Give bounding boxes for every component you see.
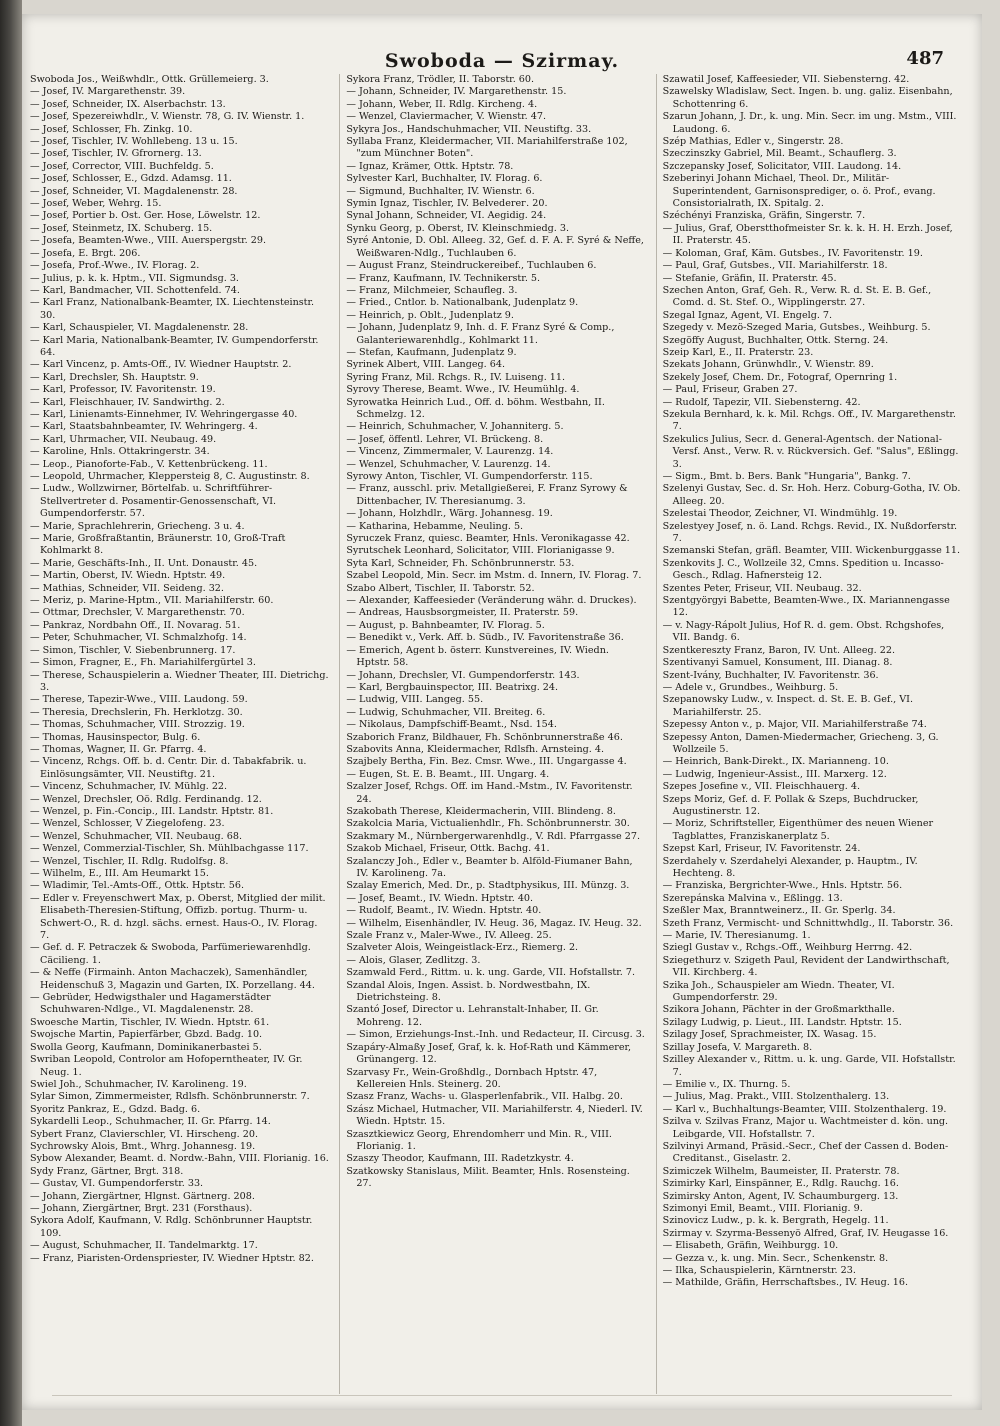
directory-entry: — Josef, Tischler, IV. Wohllebeng. 13 u. 15. [30, 136, 238, 148]
directory-entry: — Karoline, Hnls. Ottakringerstr. 34. [30, 446, 210, 458]
directory-entry: Szepst Karl, Friseur, IV. Favoritenstr. 24. [662, 843, 861, 855]
directory-entry: — Gef. d. F. Petraczek & Swoboda, Parfümeriewarenhdlg. Cäcilieng. 1. [30, 942, 311, 966]
directory-entry: — Marie, IV. Theresianumg. 1. [662, 930, 811, 942]
directory-entry: — Moriz, Schriftsteller, Eigenthümer des neuen Wiener Tagblattes, Franziskanerplatz 5. [662, 818, 934, 842]
directory-entry: Szerepánska Malvina v., Eßlingg. 13. [662, 892, 843, 904]
directory-entry: Swolla Georg, Kaufmann, Dominikanerbastei 5. [30, 1041, 262, 1053]
directory-entry: — Heinrich, p. Oblt., Judenplatz 9. [346, 309, 514, 321]
directory-entry: — Karl, Schauspieler, VI. Magdalenenstr. 28. [30, 322, 249, 334]
directory-entry: Szimiczek Wilhelm, Baumeister, II. Praterstr. 78. [662, 1165, 900, 1177]
directory-entry: Szillay Josefa, V. Margareth. 8. [662, 1041, 813, 1053]
directory-entry: Szegal Ignaz, Agent, VI. Engelg. 7. [662, 309, 833, 321]
directory-entry: Szenkovits J. C., Wollzeile 32, Cmns. Spedition u. Incasso-Gesch., Rdlag. Hafnersteig 12. [662, 557, 944, 582]
directory-entry: Szemanski Stefan, gräfl. Beamter, VIII. Wickenburggasse 11. [662, 545, 961, 557]
directory-entry: Szép Mathias, Edler v., Singerstr. 28. [662, 136, 844, 148]
directory-entry: — Ilka, Schauspielerin, Kärntnerstr. 23. [662, 1265, 856, 1276]
directory-entry: — Leop., Pianoforte-Fab., V. Kettenbrückeng. 11. [30, 458, 268, 470]
directory-entry: — Karl, Fleischhauer, IV. Sandwirthg. 2. [30, 396, 225, 408]
directory-entry: — Karl, Drechsler, Sh. Hauptstr. 9. [30, 371, 199, 383]
directory-entry: — Adele v., Grundbes., Weihburg. 5. [662, 681, 839, 693]
directory-entry: — Karl v., Buchhaltungs-Beamter, VIII. Stolzenthalerg. 19. [662, 1103, 947, 1115]
page-bottom-edge [52, 1395, 952, 1396]
directory-entry: Szekely Josef, Chem. Dr., Fotograf, Opernring 1. [662, 371, 898, 383]
directory-entry: Szantó Josef, Director u. Lehranstalt-Inhaber, II. Gr. Mohreng. 12. [346, 1004, 599, 1028]
directory-entry: — Josef, öffentl. Lehrer, VI. Brückeng. 8. [346, 433, 544, 445]
directory-entry: Syring Franz, Mil. Rchgs. R., IV. Luiseng. 11. [346, 371, 566, 383]
directory-entry: — Nikolaus, Dampfschiff-Beamt., Nsd. 154. [346, 719, 557, 731]
directory-entry: — Wilhelm, E., III. Am Heumarkt 15. [30, 868, 209, 879]
directory-entry: Szabel Leopold, Min. Secr. im Mstm. d. Innern, IV. Florag. 7. [346, 570, 642, 582]
directory-entry: — Ludwig, VIII. Langeg. 55. [346, 694, 484, 706]
directory-entry: — Thomas, Hausinspector, Bulg. 6. [30, 731, 201, 743]
directory-entry: — & Neffe (Firmainh. Anton Machaczek), Samenhändler, Heidenschuß 3, Magazin und Garten, IX. Porzellang. 44. [30, 967, 315, 991]
directory-entry: — Koloman, Graf, Kām. Gutsbes., IV. Favoritenstr. 19. [662, 247, 923, 259]
directory-entry: Szabo Albert, Tischler, II. Taborstr. 52. [346, 582, 535, 594]
directory-entry: — Franz, Piaristen-Ordenspriester, IV. Wiedner Hptstr. 82. [30, 1252, 314, 1264]
directory-entry: — Wilhelm, Eisenhändler, IV. Heug. 36, Magaz. IV. Heug. 32. [346, 917, 642, 929]
directory-entry: Sydy Franz, Gärtner, Brgt. 318. [30, 1165, 184, 1177]
directory-entry: Szeip Karl, E., II. Praterstr. 23. [662, 346, 814, 358]
directory-entry: Syré Antonie, D. Obl. Alleeg. 32, Gef. d. F. A. F. Syré & Neffe, Weißwaren-Ndlg., Tuchlauben 6. [346, 235, 644, 259]
directory-entry: — Julius, p. k. k. Hptm., VII. Sigmundsg. 3. [30, 272, 239, 284]
directory-entry: — Julius, Mag. Prakt., VIII. Stolzenthalerg. 13. [662, 1091, 890, 1103]
directory-entry: Szabovits Anna, Kleidermacher, Rdlsfh. Arnsteing. 4. [346, 743, 605, 755]
directory-entry: Szarun Johann, J. Dr., k. ung. Min. Secr. im ung. Mstm., VIII. Laudong. 6. [662, 111, 957, 135]
directory-entry: — Vincenz, Rchgs. Off. b. d. Centr. Dir. d. Tabakfabrik. u. Einlösungsämter, VII. Neustiftg. 21. [30, 756, 307, 780]
directory-entry: Syrutschek Leonhard, Solicitator, VIII. Florianigasse 9. [346, 545, 615, 557]
directory-entry: Swoesche Martin, Tischler, IV. Wiedn. Hptstr. 61. [30, 1016, 270, 1028]
directory-entry: — Josef, Beamt., IV. Wiedn. Hptstr. 40. [346, 892, 534, 904]
directory-entry: — Simon, Erziehungs-Inst.-Inh. und Redacteur, II. Circusg. 3. [346, 1029, 645, 1041]
directory-entry: Szasz Franz, Wachs- u. Glasperlenfabrik., VII. Halbg. 20. [346, 1091, 623, 1103]
directory-entry: Szarvasy Fr., Wein-Großhdlg., Dornbach Hptstr. 47, Kellereien Hnls. Steinerg. 20. [346, 1066, 598, 1090]
directory-entry: — Stefanie, Gräfin, II. Praterstr. 45. [662, 272, 837, 284]
directory-entry: Szilley Alexander v., Rittm. u. k. ung. Garde, VII. Hofstallstr. 7. [662, 1054, 956, 1078]
directory-entry: — August Franz, Steindruckereibef., Tuchlauben 6. [346, 260, 597, 272]
directory-entry: Szelenyi Gustav, Sec. d. Sr. Hoh. Herz. Coburg-Gotha, IV. Ob. Alleeg. 20. [662, 483, 961, 507]
directory-entry: Szekula Bernhard, k. k. Mil. Rchgs. Off., IV. Margarethenstr. 7. [662, 408, 956, 433]
directory-entry: — Martin, Oberst, IV. Wiedn. Hptstr. 49. [30, 570, 226, 582]
directory-entry: — Vincenz, Schuhmacher, IV. Mühlg. 22. [30, 781, 228, 793]
column-2 [339, 74, 645, 1394]
directory-entry: — Karl Franz, Nationalbank-Beamter, IX. Liechtensteinstr. 30. [30, 297, 315, 321]
directory-entry: Szeczinszky Gabriel, Mil. Beamt., Schauflerg. 3. [662, 148, 897, 160]
directory-entry: Symin Ignaz, Tischler, IV. Belvederег. 20. [346, 198, 548, 210]
directory-entry: — Josef, Corrector, VIII. Buchfeldg. 5. [30, 160, 214, 172]
directory-entry: Sykora Adolf, Kaufmann, V. Rdlg. Schönbrunner Hauptstr. 109. [30, 1215, 313, 1239]
directory-entry: Syrowatka Heinrich Lud., Off. d. böhm. Westbahn, II. Schmelzg. 12. [346, 396, 605, 420]
directory-entry: Szilvinyi Armand, Präsid.-Secr., Chef der Cassen d. Boden-Creditanst., Giselastr. 2. [662, 1140, 949, 1165]
directory-entry: Szalveter Alois, Weingeistlack-Erz., Riemerg. 2. [346, 942, 579, 954]
directory-entry: — Wenzel, Schuhmacher, V. Laurenzg. 14. [346, 458, 551, 470]
directory-entry: — Josef, Steinmetz, IX. Schuberg. 15. [30, 222, 213, 234]
directory-entry: — Wenzel, Drechsler, Oö. Rdlg. Ferdinandg. 12. [30, 793, 262, 805]
directory-entry: — Gebrüder, Hedwigsthaler und Hagamerstädter Schuhwaren-Ndlge., VI. Magdalenenstr. 28. [30, 992, 271, 1016]
directory-entry: Sychrowsky Alois, Bmt., Whrg. Johannesg. 19. [30, 1140, 256, 1152]
directory-entry: Szakobath Therese, Kleidermacherin, VIII. Blindeng. 8. [346, 805, 616, 817]
directory-entry: Syrowy Anton, Tischler, VI. Gumpendorferstr. 115. [346, 471, 593, 482]
directory-entry: Syrovy Therese, Beamt. Wwe., IV. Heumühlg. 4. [346, 384, 580, 396]
directory-entry: — Ottmar, Drechsler, V. Margarethenstr. 70. [30, 607, 245, 619]
directory-entry: — v. Nagy-Rápolt Julius, Hof R. d. gem. Obst. Rchgshofes, VII. Bandg. 6. [662, 619, 945, 644]
directory-entry: Szimirsky Anton, Agent, IV. Schaumburgerg. 13. [662, 1190, 899, 1202]
directory-entry: Szeßler Max, Branntweinerz., II. Gr. Sperlg. 34. [662, 905, 896, 917]
directory-entry: — Thomas, Schuhmacher, VIII. Strozzig. 19. [30, 719, 245, 731]
directory-entry: — Sigm., Bmt. b. Bers. Bank "Hungaria", Bankg. 7. [662, 471, 911, 482]
directory-entry: Szaszy Theodor, Kaufmann, III. Radetzkystr. 4. [346, 1153, 574, 1165]
directory-entry: Szale Franz v., Maler-Wwe., IV. Alleeg. 25. [346, 930, 552, 942]
directory-entry: Szakob Michael, Friseur, Ottk. Bachg. 41. [346, 843, 550, 855]
directory-entry: Szilagy Ludwig, p. Lieut., III. Landstr. Hptstr. 15. [662, 1016, 902, 1028]
directory-entry: Szalanczy Joh., Edler v., Beamter b. Alföld-Fiumaner Bahn, IV. Karolineng. 7a. [346, 855, 633, 879]
directory-entry: — Johann, Judenplatz 9, Inh. d. F. Franz Syré & Comp., Galanteriewarenhdlg., Kohlmarkt 11. [346, 322, 615, 346]
directory-entry: Swiel Joh., Schuhmacher, IV. Karolineng. 19. [30, 1078, 247, 1090]
directory-entry: Szimirky Karl, Einspänner, E., Rdlg. Rauchg. 16. [662, 1178, 899, 1190]
directory-entry: — Eugen, St. E. B. Beamt., III. Ungarg. 4. [346, 768, 550, 780]
directory-entry: — Elisabeth, Gräfin, Weihburgg. 10. [662, 1240, 839, 1252]
directory-entry: — Karl, Uhrmacher, VII. Neubaug. 49. [30, 433, 217, 445]
directory-entry: Szakmary M., Nürnbergerwarenhdlg., V. Rdl. Pfarrgasse 27. [346, 830, 641, 842]
directory-entry: — Mathias, Schneider, VII. Seideng. 32. [30, 582, 224, 594]
directory-entry: — Stefan, Kaufmann, Judenplatz 9. [346, 346, 517, 358]
directory-entry: Szentivanyi Samuel, Konsument, III. Dianag. 8. [662, 657, 893, 669]
directory-entry: Swriban Leopold, Controlor am Hofoperntheater, IV. Gr. Neug. 1. [30, 1054, 303, 1078]
directory-entry: — Heinrich, Schuhmacher, V. Johanniterg. 5. [346, 421, 564, 433]
directory-entry: — Katharina, Hebamme, Neuling. 5. [346, 520, 524, 532]
directory-entry: — Franz, Kaufmann, IV. Technikerstr. 5. [346, 272, 541, 284]
directory-entry: — Alois, Glaser, Zedlitzg. 3. [346, 954, 481, 966]
directory-entry: — Josef, Portier b. Ost. Ger. Hose, Löwelstr. 12. [30, 210, 261, 222]
directory-entry: — Wladimir, Tel.-Amts-Off., Ottk. Hptstr. 56. [30, 880, 245, 892]
directory-entry: Szeps Moriz, Gef. d. F. Pollak & Szeps, Buchdrucker, Augustinerstr. 12. [662, 793, 919, 817]
directory-entry: — Josef, Schlosser, E., Gdzd. Adamsg. 11. [30, 173, 232, 185]
directory-entry: Szeberinyi Johann Michael, Theol. Dr., Militär-Superintendent, Garnisonsprediger, o. ö. Prof., evang. Consistorialrath, IX. Spitalg. 2. [662, 173, 936, 210]
directory-entry: — August, Schuhmacher, II. Tandelmarktg. 17. [30, 1240, 258, 1252]
directory-entry: Szelestyey Josef, n. ö. Land. Rchgs. Revid., IX. Nußdorferstr. 7. [662, 520, 958, 545]
directory-entry: — Karl, Staatsbahnbeamter, IV. Wehringerg. 4. [30, 421, 258, 433]
directory-entry: Syruczek Franz, quiesc. Beamter, Hnls. Veronikagasse 42. [346, 533, 630, 545]
directory-entry: — Franz, ausschl. priv. Metallgießerei, F. Franz Syrowy & Dittenbacher, IV. Theresianumg. 3. [346, 483, 628, 507]
directory-entry: Szika Joh., Schauspieler am Wiedn. Theater, VI. Gumpendorferstr. 29. [662, 979, 895, 1004]
directory-entry: Széchényi Franziska, Gräfin, Singerstr. 7. [662, 210, 866, 222]
directory-entry: Sziegl Gustav v., Rchgs.-Off., Weihburg Herrng. 42. [662, 942, 913, 954]
directory-entry: Szilva v. Szilvas Franz, Major u. Wachtmeister d. kön. ung. Leibgarde, VII. Hofstallstr. 7. [662, 1116, 949, 1140]
running-head: Swoboda — Szirmay. [384, 50, 620, 72]
directory-entry: — Wenzel, Schlosser, V Ziegelofeng. 23. [30, 818, 225, 830]
directory-entry: — Thomas, Wagner, II. Gr. Pfarrg. 4. [30, 743, 207, 755]
directory-entry: Szekats Johann, Grünwhdlr., V. Wienstr. 89. [662, 359, 874, 371]
directory-entry: Szekulics Julius, Secr. d. General-Agentsch. der National-Versf. Anst., Verw. R. v. Rückversich. Gef. "Salus", Eßlingg. 3. [662, 433, 959, 470]
directory-entry: Szegedy v. Mezö-Szeged Maria, Gutsbes., Weihburg. 5. [662, 322, 931, 334]
directory-entry: — Therese, Tapezir-Wwe., VIII. Laudong. 59. [30, 694, 248, 706]
directory-entry: Szelestai Theodor, Zeichner, VI. Windmühlg. 19. [662, 508, 898, 520]
directory-entry: — Wenzel, Claviermacher, V. Wienstr. 47. [346, 111, 546, 123]
directory-entry: Szaborich Franz, Bildhauer, Fh. Schönbrunnerstraße 46. [346, 731, 623, 743]
directory-entry: — Emilie v., IX. Thurng. 5. [662, 1078, 791, 1090]
directory-entry: Szechen Anton, Graf, Geh. R., Verw. R. d. St. E. B. Gef., Comd. d. St. Stef. O., Wipplingerstr. 27. [662, 284, 932, 309]
directory-entry: Szikora Johann, Pächter in der Großmarkthalle. [662, 1004, 895, 1016]
directory-entry: Szczepansky Josef, Solicitator, VIII. Laudong. 14. [662, 160, 902, 172]
directory-entry: Szasztkiewicz Georg, Ehrendomherr und Min. R., VIII. Florianig. 1. [346, 1128, 612, 1152]
directory-entry: — Josef, Schneider, VI. Magdalenenstr. 28. [30, 185, 238, 197]
directory-entry: — Paul, Friseur, Graben 27. [662, 384, 798, 396]
directory-entry: Szent-Ivány, Buchhalter, IV. Favoritenstr. 36. [662, 669, 879, 681]
directory-entry: Szawelsky Wladislaw, Sect. Ingen. b. ung. galiz. Eisenbahn, Schottenring 6. [662, 86, 953, 110]
directory-entry: Sykardelli Leop., Schuhmacher, II. Gr. Pfarrg. 14. [30, 1116, 271, 1128]
directory-entry: Szirmay v. Szyrma-Bessenyö Alfred, Graf, IV. Heugasse 16. [662, 1227, 949, 1239]
directory-entry: Syoritz Pankraz, E., Gdzd. Badg. 6. [30, 1103, 201, 1115]
directory-entry: — Therese, Schauspielerin a. Wiedner Theater, III. Dietrichg. 3. [30, 669, 329, 693]
directory-entry: — Gustav, VI. Gumpendorferstr. 33. [30, 1178, 204, 1190]
directory-entry: Szinovicz Ludw., p. k. k. Bergrath, Hegelg. 11. [662, 1215, 889, 1227]
directory-entry: — Wenzel, Schuhmacher, VII. Neubaug. 68. [30, 830, 243, 842]
directory-entry: — Ludwig, Ingenieur-Assist., III. Marxerg. 12. [662, 768, 887, 780]
directory-entry: — Josefa, Prof.-Wwe., IV. Florag. 2. [30, 260, 200, 272]
directory-entry: — Johann, Holzhdlr., Wärg. Johannesg. 19. [346, 508, 553, 520]
directory-entry: — Julius, Graf, Oberstthofmeister Sr. k. k. H. H. Erzh. Josef, II. Praterstr. 45. [662, 222, 953, 247]
directory-entry: — Simon, Fragner, E., Fh. Mariahilfergürtel 3. [30, 657, 256, 669]
directory-entry: — Karl Vincenz, p. Amts-Off., IV. Wiedner Hauptstr. 2. [30, 359, 292, 371]
directory-entry: — Josef, Spezereiwhdlr., V. Wienstr. 78, G. IV. Wienstr. 1. [30, 111, 305, 123]
page-number: 487 [906, 48, 944, 69]
directory-entry: — Josef, Tischler, IV. Gfrornerg. 13. [30, 148, 202, 160]
directory-entry: Szeth Franz, Vermischt- und Schnittwhdlg., II. Taborstr. 36. [662, 917, 954, 929]
directory-entry: — Marie, Großfraßtantin, Bräunerstr. 10, Groß-Traft Kohlmarkt 8. [30, 533, 286, 557]
directory-entry: Sziegethurz v. Szigeth Paul, Revident der Landwirthschaft, VII. Kirchberg. 4. [662, 954, 950, 979]
directory-entry: — Karl Maria, Nationalbank-Beamter, IV. Gumpendorferstr. 64. [30, 334, 319, 358]
directory-entry: — Karl, Linienamts-Einnehmer, IV. Wehringergasse 40. [30, 408, 298, 420]
directory-entry: Szentkereszty Franz, Baron, IV. Unt. Alleeg. 22. [662, 644, 896, 656]
directory-entry: Syrinek Albert, VIII. Langeg. 64. [346, 359, 506, 371]
directory-entry: — Johann, Ziergärtner, Hlgnst. Gärtnerg. 208. [30, 1190, 255, 1202]
directory-entry: — Pankraz, Nordbahn Off., II. Novarag. 51. [30, 619, 241, 631]
directory-entry: — Theresia, Drechslerin, Fh. Herklotzg. 30. [30, 706, 243, 718]
directory-entry: — Leopold, Uhrmacher, Kleppersteig 8, C. Augustinstr. 8. [30, 471, 310, 482]
directory-entry: Szepessy Anton, Damen-Miedermacher, Griecheng. 3, G. Wollzeile 5. [662, 731, 939, 755]
directory-entry: Sylar Simon, Zimmermeister, Rdlsfh. Schönbrunnerstr. 7. [30, 1091, 310, 1103]
directory-entry: — Andreas, Hausbsorgmeister, II. Praterstr. 59. [346, 607, 579, 619]
directory-entry: Szawatil Josef, Kaffeesieder, VII. Siebensterng. 42. [662, 74, 910, 85]
directory-entry: Szalzer Josef, Rchgs. Off. im Hand.-Mstm., IV. Favoritenstr. 24. [346, 781, 633, 805]
directory-entry: Szamwald Ferd., Rittm. u. k. ung. Garde, VII. Hofstallstr. 7. [346, 967, 636, 979]
directory-entry: — Franz, Milchmeier, Schaufleg. 3. [346, 284, 518, 296]
directory-entry: — Johann, Drechsler, VI. Gumpendorferstr. 143. [346, 669, 580, 681]
directory-entry: — Peter, Schuhmacher, VI. Schmalzhofg. 14. [30, 632, 247, 644]
directory-entry: Szentes Peter, Friseur, VII. Neubaug. 32. [662, 582, 862, 594]
directory-entry: — Gezza v., k. ung. Min. Secr., Schenkenstr. 8. [662, 1252, 889, 1264]
directory-entry: — Wenzel, p. Fin.-Concip., III. Landstr. Hptstr. 81. [30, 805, 274, 817]
directory-entry: Szajbely Bertha, Fin. Bez. Cmsr. Wwe., III. Ungargasse 4. [346, 756, 627, 768]
directory-entry: Synal Johann, Schneider, VI. Aegidig. 24. [346, 210, 547, 222]
directory-entry: — Meriz, p. Marine-Hptm., VII. Mariahilferstr. 60. [30, 595, 274, 607]
directory-entry: — Paul, Graf, Gutsbes., VII. Mariahilferstr. 18. [662, 260, 888, 272]
directory-entry: — Josef, IV. Margarethenstr. 39. [30, 86, 186, 98]
directory-entry: — Ludw., Wollzwirner, Börtelfab. u. Schriftführer-Stellvertreter d. Posamentir-Genossenschaft, VI. Gumpendorferstr. 57. [30, 483, 277, 520]
directory-entry: — Josefa, Beamten-Wwe., VIII. Auerspergstr. 29. [30, 235, 267, 247]
directory-entry: Sybert Franz, Clavierschler, VI. Hirscheng. 20. [30, 1128, 258, 1140]
directory-entry: — Johann, Ziergärtner, Brgt. 231 (Forsthaus). [30, 1202, 253, 1214]
directory-entry: — Johann, Schneider, IV. Margarethenstr. 15. [346, 86, 567, 98]
directory-entry: — Benedikt v., Verk. Aff. b. Südb., IV. Favoritenstraße 36. [346, 632, 624, 644]
directory-entry: Szentgyörgyi Babette, Beamten-Wwe., IX. Mariannengasse 12. [662, 595, 950, 619]
directory-entry: — Karl, Bergbauinspector, III. Beatrixg. 24. [346, 681, 559, 693]
directory-entry: Sylvester Karl, Buchhalter, IV. Florag. 6. [346, 173, 543, 185]
directory-entry: Szimonyi Emil, Beamt., VIII. Florianig. 9. [662, 1202, 863, 1214]
directory-entry: — Marie, Sprachlehrerin, Griecheng. 3 u. 4. [30, 520, 245, 532]
directory-entry: Szegöffy August, Buchhalter, Ottk. Sterng. 24. [662, 334, 889, 346]
directory-entry: — Marie, Geschäfts-Inh., II. Unt. Donaustr. 45. [30, 557, 258, 569]
directory-entry: Syllaba Franz, Kleidermacher, VII. Mariahilferstraße 102, "zum Münchner Boten". [346, 136, 628, 160]
directory-entry: — Josef, Weber, Wehrg. 15. [30, 198, 162, 210]
directory-entry: — Edler v. Freyenschwert Max, p. Oberst, Mitglied der milit. Elisabeth-Theresien-Stiftung, Offizb. portug. Thurm- u. Schwert-O., R. d. hzgl. sächs. ernest. Haus-O., IV. Florag. 7. [30, 892, 326, 942]
directory-entry: Szepessy Anton v., p. Major, VII. Mariahilferstraße 74. [662, 719, 927, 731]
directory-entry: Sykora Franz, Trödler, II. Taborstr. 60. [346, 74, 535, 85]
directory-entry: — Sigmund, Buchhalter, IV. Wienstr. 6. [346, 185, 535, 197]
book-binding [0, 0, 22, 1426]
directory-entry: Synku Georg, p. Oberst, IV. Kleinschmiedg. 3. [346, 222, 570, 234]
directory-entry: — Simon, Tischler, V. Siebenbrunnerg. 17. [30, 644, 236, 656]
directory-entry: — Mathilde, Gräfin, Herrschaftsbes., IV. Heug. 16. [662, 1277, 909, 1289]
directory-entry: Szász Michael, Hutmacher, VII. Mariahilferstr. 4, Niederl. IV. Wiedn. Hptstr. 15. [346, 1103, 643, 1128]
directory-entry: — Josef, Schneider, IX. Alserbachstr. 13. [30, 98, 226, 110]
directory-entry: Szepes Josefine v., VII. Fleischhauerg. 4. [662, 781, 860, 793]
directory-entry: — Ludwig, Schuhmacher, VII. Breiteg. 6. [346, 706, 546, 718]
directory-entry: Swojsche Martin, Papierfärber, Gbzd. Badg. 10. [30, 1029, 263, 1041]
directory-entry: — Alexander, Kaffeesieder (Veränderung währ. d. Druckes). [346, 595, 637, 607]
directory-entry: Syta Karl, Schneider, Fh. Schönbrunnerstr. 53. [346, 557, 575, 569]
directory-entry: — Ignaz, Krämer, Ottk. Hptstr. 78. [346, 160, 514, 172]
directory-columns [30, 74, 962, 1394]
directory-entry: — Rudolf, Tapezir, VII. Siebensterng. 42. [662, 396, 861, 408]
directory-entry: — Heinrich, Bank-Direkt., IX. Marianneng. 10. [662, 756, 889, 768]
directory-entry: — Rudolf, Beamt., IV. Wiedn. Hptstr. 40. [346, 905, 542, 917]
directory-entry: Swoboda Jos., Weißwhdlr., Ottk. Grüllemeierg. 3. [30, 74, 269, 85]
directory-entry: Szepanowsky Ludw., v. Inspect. d. St. E. B. Gef., VI. Mariahilferstr. 25. [662, 694, 914, 718]
directory-entry: Szapáry-Almaßy Josef, Graf, k. k. Hof-Rath und Kämmerer, Grünangerg. 12. [346, 1041, 632, 1066]
directory-entry: Sykyra Jos., Handschuhmacher, VII. Neustiftg. 33. [346, 123, 592, 135]
directory-entry: Szilagy Josef, Sprachmeister, IX. Wasag. 15. [662, 1029, 877, 1041]
directory-entry: Sybow Alexander, Beamt. d. Nordw.-Bahn, VIII. Florianig. 16. [30, 1153, 329, 1165]
directory-entry: — Wenzel, Commerzial-Tischler, Sh. Mühlbachgasse 117. [30, 843, 309, 855]
directory-entry: — Josef, Schlosser, Fh. Zinkg. 10. [30, 123, 193, 135]
directory-entry: — Emerich, Agent b. österr. Kunstvereines, IV. Wiedn. Hptstr. 58. [346, 644, 609, 669]
directory-entry: — Josefa, E. Brgt. 206. [30, 247, 141, 259]
directory-entry: — Vincenz, Zimmermaler, V. Laurenzg. 14. [346, 446, 554, 458]
directory-entry: — August, p. Bahnbeamter, IV. Florag. 5. [346, 619, 545, 631]
directory-entry: — Franziska, Bergrichter-Wwe., Hnls. Hptstr. 56. [662, 880, 903, 892]
column-3 [656, 74, 962, 1394]
directory-entry: Szerdahely v. Szerdahelyi Alexander, p. Hauptm., IV. Hechteng. 8. [662, 855, 918, 879]
directory-entry: — Karl, Bandmacher, VII. Schottenfeld. 74. [30, 284, 240, 296]
directory-entry: Szatkowsky Stanislaus, Milit. Beamter, Hnls. Rosensteing. 27. [346, 1165, 630, 1190]
directory-entry: — Fried., Cntlor. b. Nationalbank, Judenplatz 9. [346, 297, 579, 309]
directory-entry: — Wenzel, Tischler, II. Rdlg. Rudolfsg. 8. [30, 855, 229, 867]
directory-entry: Szandal Alois, Ingen. Assist. b. Nordwestbahn, IX. Dietrichsteing. 8. [346, 979, 591, 1004]
column-1 [30, 74, 329, 1394]
directory-entry: — Karl, Professor, IV. Favoritenstr. 19. [30, 384, 216, 396]
directory-entry: Szalay Emerich, Med. Dr., p. Stadtphysikus, III. Münzg. 3. [346, 880, 630, 892]
directory-entry: — Johann, Weber, II. Rdlg. Kircheng. 4. [346, 98, 538, 110]
directory-entry: Szakolcia Maria, Victualienhdlr., Fh. Schönbrunnerstr. 30. [346, 818, 630, 830]
directory-page [22, 14, 982, 1410]
